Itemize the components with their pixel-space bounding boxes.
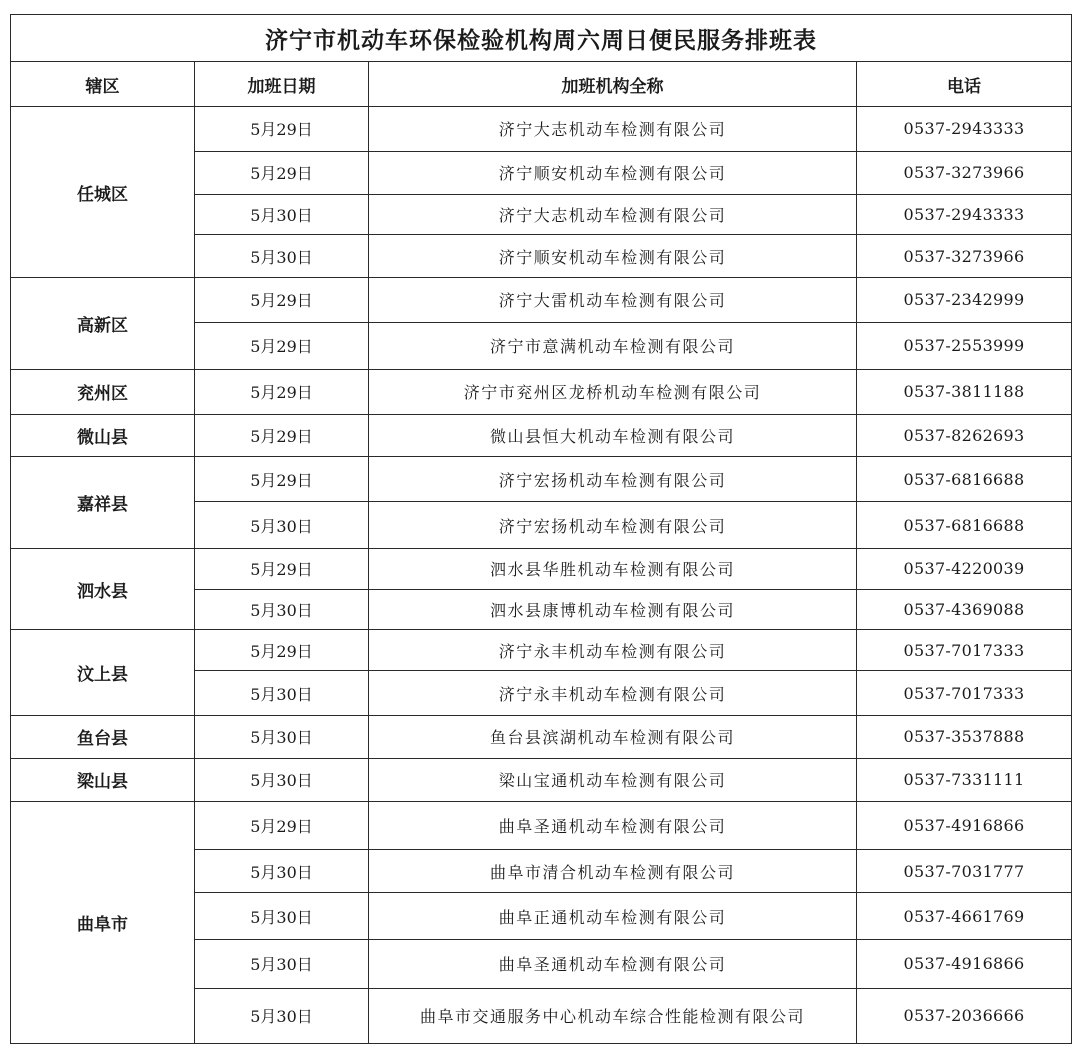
phone-cell: 0537-4369088: [857, 589, 1072, 630]
table-title: 济宁市机动车环保检验机构周六周日便民服务排班表: [11, 15, 1072, 62]
org-cell: 微山县恒大机动车检测有限公司: [369, 414, 857, 457]
district-cell: 任城区: [11, 107, 195, 278]
district-cell: 嘉祥县: [11, 457, 195, 549]
org-cell: 曲阜市清合机动车检测有限公司: [369, 850, 857, 893]
phone-cell: 0537-3537888: [857, 715, 1072, 758]
org-cell: 济宁永丰机动车检测有限公司: [369, 630, 857, 671]
phone-cell: 0537-3811188: [857, 369, 1072, 414]
table-row: [11, 278, 1072, 323]
date-cell: 5月30日: [195, 194, 369, 235]
org-cell: 济宁顺安机动车检测有限公司: [369, 151, 857, 194]
phone-cell: 0537-2342999: [857, 278, 1072, 323]
phone-cell: 0537-4916866: [857, 801, 1072, 850]
date-cell: 5月30日: [195, 850, 369, 893]
date-cell: 5月29日: [195, 369, 369, 414]
date-cell: 5月30日: [195, 235, 369, 278]
date-cell: 5月30日: [195, 502, 369, 549]
org-cell: 泗水县康博机动车检测有限公司: [369, 589, 857, 630]
phone-cell: 0537-7017333: [857, 630, 1072, 671]
org-cell: 曲阜正通机动车检测有限公司: [369, 893, 857, 940]
schedule-table: [10, 14, 1072, 1044]
district-cell: 微山县: [11, 414, 195, 457]
phone-cell: 0537-2943333: [857, 107, 1072, 152]
org-cell: 济宁大志机动车检测有限公司: [369, 107, 857, 152]
phone-cell: 0537-7031777: [857, 850, 1072, 893]
district-cell: 兖州区: [11, 369, 195, 414]
org-cell: 济宁永丰机动车检测有限公司: [369, 671, 857, 716]
phone-cell: 0537-7331111: [857, 758, 1072, 801]
date-cell: 5月30日: [195, 715, 369, 758]
org-cell: 济宁顺安机动车检测有限公司: [369, 235, 857, 278]
district-cell: 鱼台县: [11, 715, 195, 758]
date-cell: 5月29日: [195, 457, 369, 502]
date-cell: 5月29日: [195, 548, 369, 589]
org-cell: 济宁宏扬机动车检测有限公司: [369, 502, 857, 549]
phone-cell: 0537-4661769: [857, 893, 1072, 940]
org-cell: 曲阜圣通机动车检测有限公司: [369, 801, 857, 850]
date-cell: 5月29日: [195, 414, 369, 457]
table-row: [11, 758, 1072, 801]
table-row: [11, 457, 1072, 502]
date-cell: 5月29日: [195, 151, 369, 194]
table-row: [11, 801, 1072, 850]
date-cell: 5月30日: [195, 758, 369, 801]
phone-cell: 0537-3273966: [857, 235, 1072, 278]
district-cell: 高新区: [11, 278, 195, 370]
phone-cell: 0537-7017333: [857, 671, 1072, 716]
org-cell: 泗水县华胜机动车检测有限公司: [369, 548, 857, 589]
org-cell: 曲阜圣通机动车检测有限公司: [369, 940, 857, 989]
date-cell: 5月29日: [195, 107, 369, 152]
date-cell: 5月30日: [195, 988, 369, 1043]
phone-cell: 0537-2943333: [857, 194, 1072, 235]
org-cell: 梁山宝通机动车检测有限公司: [369, 758, 857, 801]
phone-cell: 0537-8262693: [857, 414, 1072, 457]
org-cell: 济宁市兖州区龙桥机动车检测有限公司: [369, 369, 857, 414]
phone-cell: 0537-4220039: [857, 548, 1072, 589]
phone-cell: 0537-6816688: [857, 502, 1072, 549]
date-cell: 5月30日: [195, 893, 369, 940]
phone-cell: 0537-2036666: [857, 988, 1072, 1043]
org-cell: 济宁大雷机动车检测有限公司: [369, 278, 857, 323]
date-cell: 5月30日: [195, 671, 369, 716]
table-row: [11, 369, 1072, 414]
org-cell: 济宁市意满机动车检测有限公司: [369, 322, 857, 369]
header-date: 加班日期: [195, 62, 369, 107]
org-cell: 曲阜市交通服务中心机动车综合性能检测有限公司: [369, 988, 857, 1043]
header-phone: 电话: [857, 62, 1072, 107]
date-cell: 5月29日: [195, 630, 369, 671]
table-row: [11, 715, 1072, 758]
org-cell: 济宁大志机动车检测有限公司: [369, 194, 857, 235]
date-cell: 5月30日: [195, 940, 369, 989]
table-body: [11, 107, 1072, 1044]
date-cell: 5月29日: [195, 278, 369, 323]
header-row: [11, 62, 1072, 107]
date-cell: 5月30日: [195, 589, 369, 630]
phone-cell: 0537-4916866: [857, 940, 1072, 989]
org-cell: 鱼台县滨湖机动车检测有限公司: [369, 715, 857, 758]
date-cell: 5月29日: [195, 322, 369, 369]
header-district: 辖区: [11, 62, 195, 107]
district-cell: 汶上县: [11, 630, 195, 716]
date-cell: 5月29日: [195, 801, 369, 850]
district-cell: 曲阜市: [11, 801, 195, 1043]
org-cell: 济宁宏扬机动车检测有限公司: [369, 457, 857, 502]
table-row: [11, 548, 1072, 589]
phone-cell: 0537-2553999: [857, 322, 1072, 369]
table-row: [11, 414, 1072, 457]
header-org: 加班机构全称: [369, 62, 857, 107]
phone-cell: 0537-6816688: [857, 457, 1072, 502]
phone-cell: 0537-3273966: [857, 151, 1072, 194]
table-row: [11, 630, 1072, 671]
district-cell: 泗水县: [11, 548, 195, 629]
title-row: [11, 15, 1072, 62]
table-row: [11, 107, 1072, 152]
district-cell: 梁山县: [11, 758, 195, 801]
